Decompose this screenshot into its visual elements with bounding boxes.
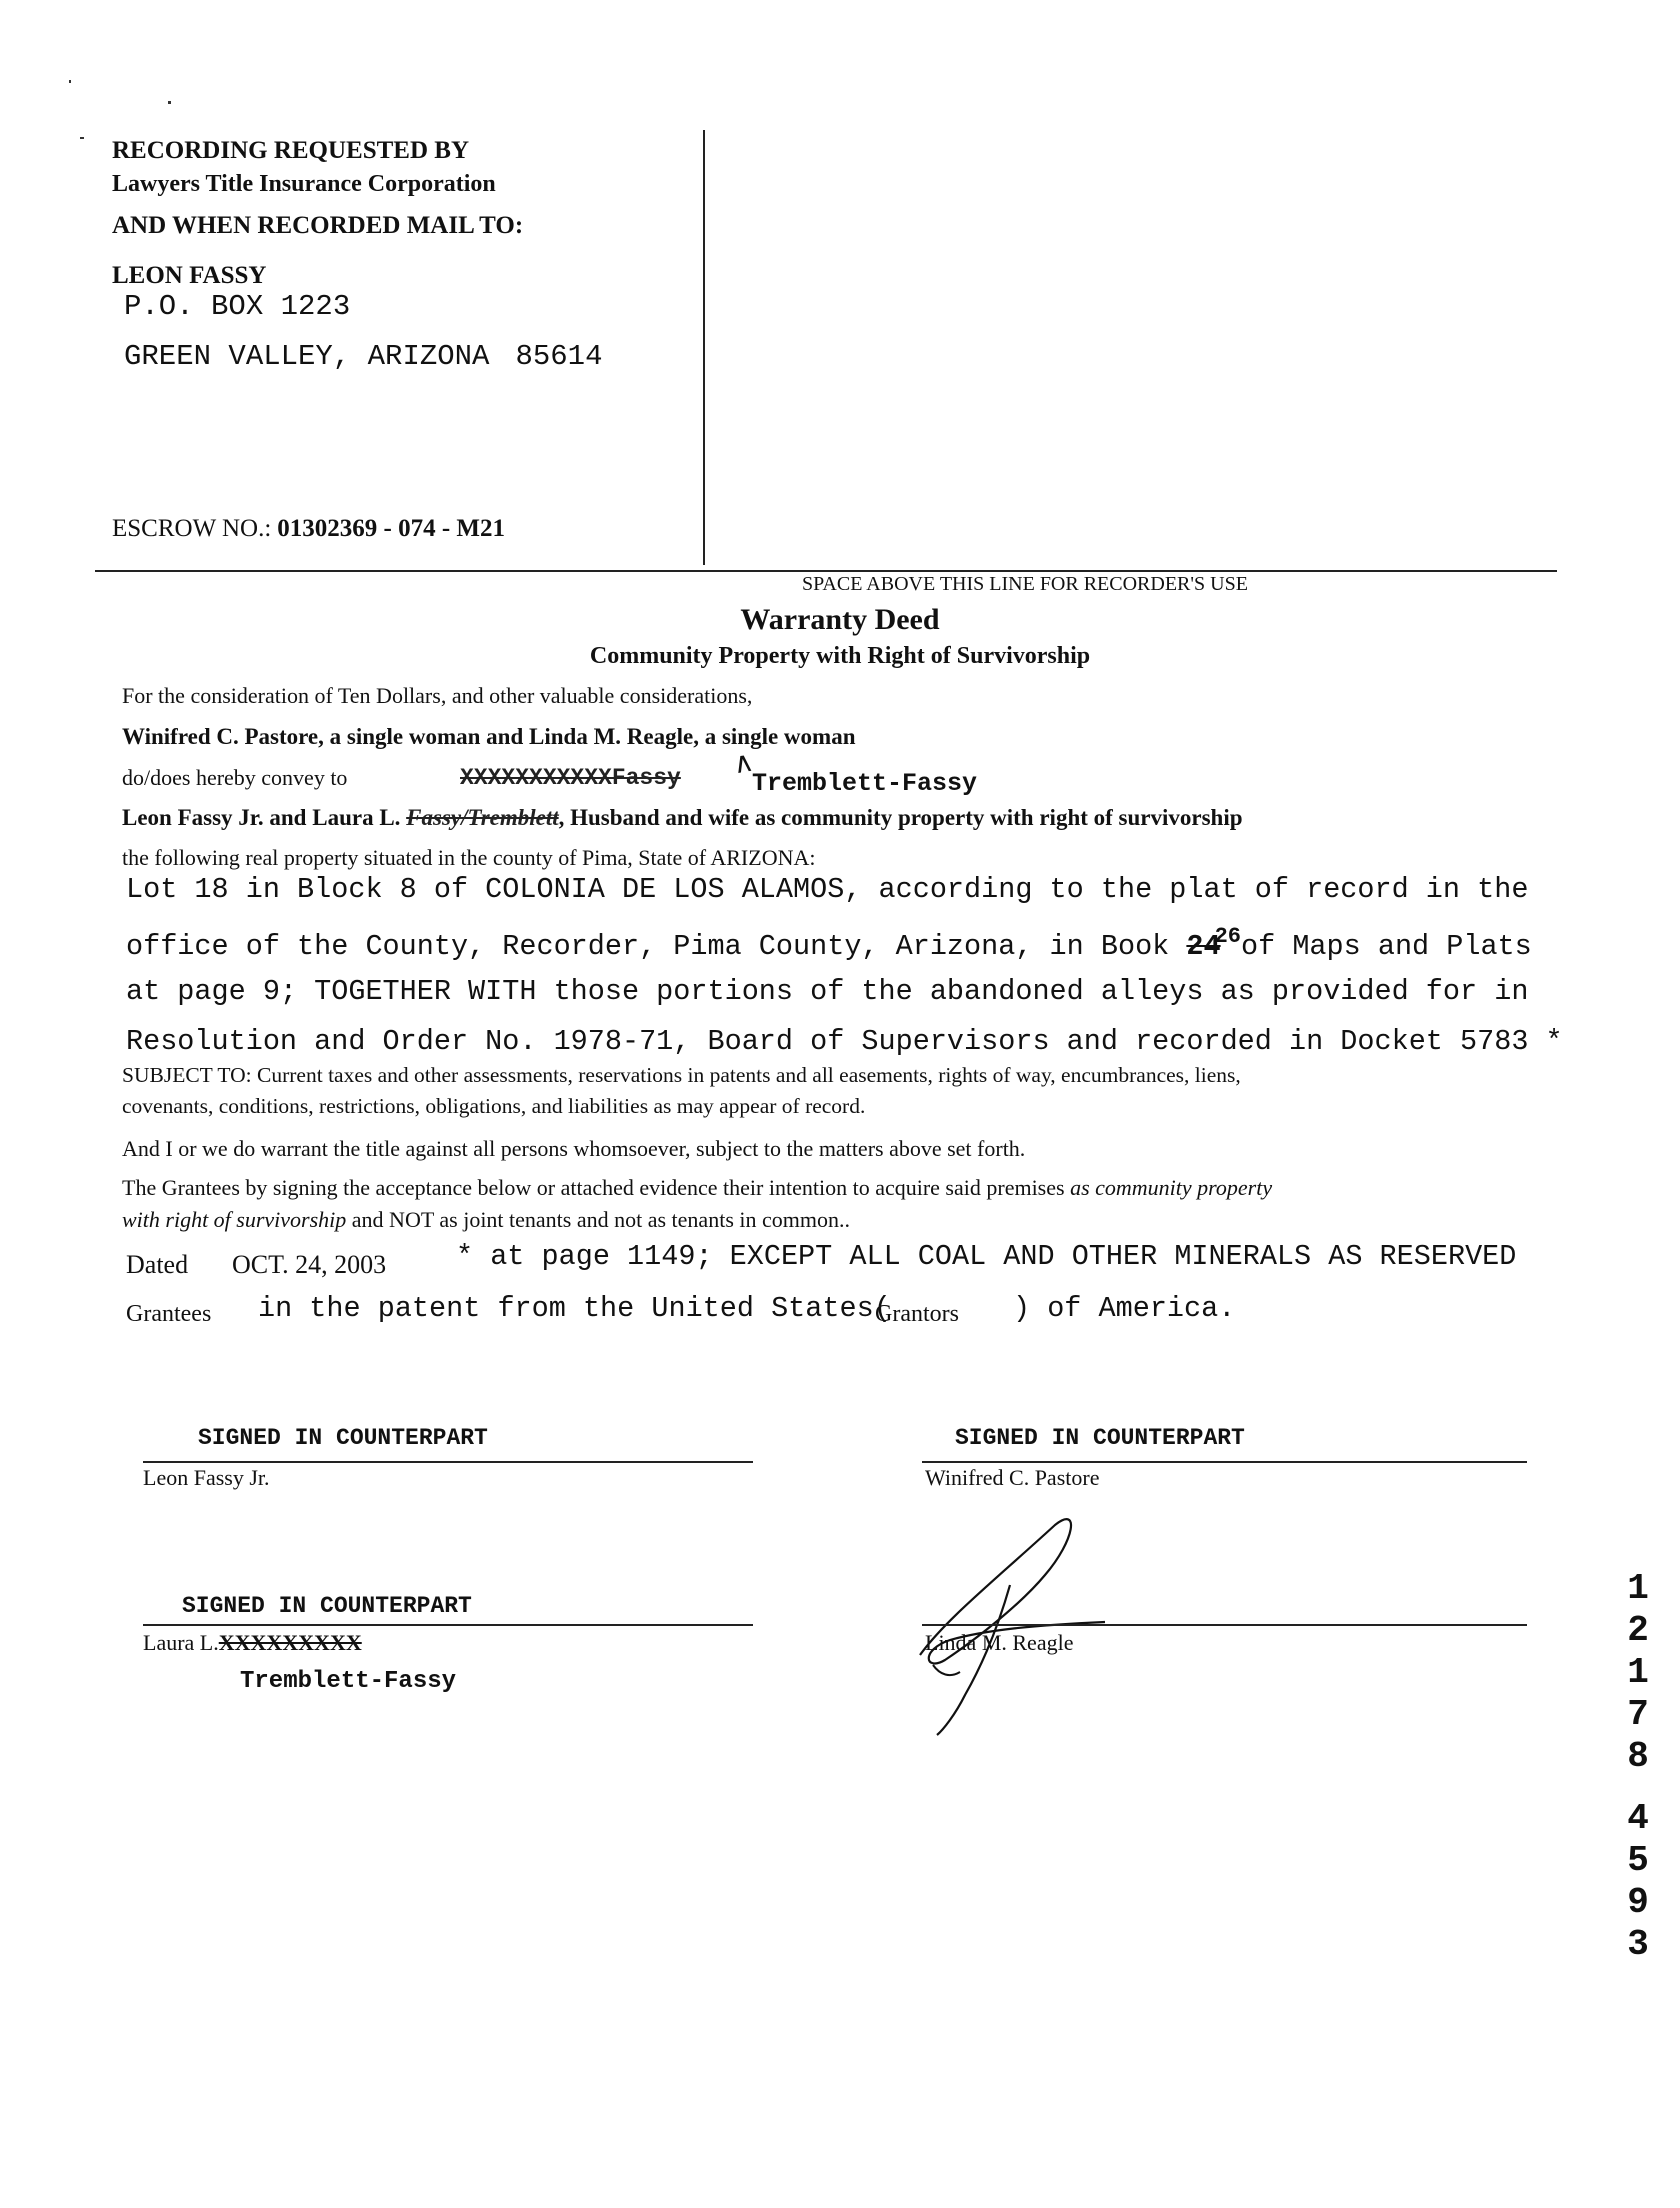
dated-value: OCT. 24, 2003 (232, 1250, 387, 1279)
signed-in-counterpart-label: SIGNED IN COUNTERPART (955, 1425, 1245, 1451)
handwritten-signature (905, 1500, 1135, 1745)
legal-description-line: Resolution and Order No. 1978-71, Board of Supervisors and recorded in Docket 5783 * (126, 1025, 1563, 1058)
signature-line (922, 1624, 1527, 1626)
grantors-text: Winifred C. Pastore, a single woman and Linda M. Reagle, a single woman (122, 724, 856, 749)
docket-digit: 7 (1627, 1694, 1649, 1735)
grantees-vesting: , Husband and wife as community property with right of survivorship (558, 805, 1243, 830)
docket-digit: 2 (1627, 1610, 1649, 1651)
struck-signer-surname: XXXXXXXXX (218, 1630, 362, 1655)
recorder-line (95, 570, 1557, 572)
legal-text: of Maps and Plats (1241, 930, 1532, 963)
county-text: the following real property situated in the county of Pima, State of ARIZONA: (122, 845, 816, 870)
when-recorded-label: AND WHEN RECORDED MAIL TO: (112, 212, 524, 239)
signer-name-first: Laura L. (143, 1630, 219, 1655)
grantees-text (122, 805, 1243, 831)
escrow-label: ESCROW NO.: (112, 515, 272, 542)
recording-requested-by: RECORDING REQUESTED BY (112, 137, 470, 164)
mail-to-city-name: GREEN VALLEY, ARIZONA (124, 340, 490, 373)
acceptance-emphasis: as community property (1070, 1175, 1273, 1200)
deed-subtitle: Community Property with Right of Survivorship (589, 643, 1091, 669)
docket-digit: 1 (1627, 1568, 1649, 1609)
scan-speck (168, 101, 171, 104)
convey-text: do/does hereby convey to (122, 765, 348, 790)
struck-book-number: 24 (1186, 930, 1221, 963)
signed-in-counterpart-label: SIGNED IN COUNTERPART (182, 1593, 472, 1619)
docket-digit: 4 (1627, 1798, 1649, 1839)
inserted-signer-surname: Tremblett-Fassy (240, 1668, 457, 1695)
legal-description-line (126, 924, 1532, 963)
legal-description-line: * at page 1149; EXCEPT ALL COAL AND OTHER MINERALS AS RESERVED (456, 1240, 1517, 1273)
warrant-text: And I or we do warrant the title against all persons whomsoever, subject to the matters above set forth. (122, 1136, 1026, 1161)
docket-digit: 3 (1627, 1924, 1649, 1965)
grantees-names: Leon Fassy Jr. and Laura L. (122, 805, 401, 830)
signer-name: Winifred C. Pastore (925, 1465, 1100, 1490)
mail-to-city (124, 340, 602, 373)
legal-description-line: at page 9; TOGETHER WITH those portions of the abandoned alleys as provided for in (126, 975, 1529, 1008)
signed-in-counterpart-label: SIGNED IN COUNTERPART (198, 1425, 488, 1451)
escrow-number (112, 515, 505, 543)
consideration-text: For the consideration of Ten Dollars, and other valuable considerations, (122, 683, 753, 708)
title-company: Lawyers Title Insurance Corporation (112, 171, 496, 197)
acceptance-text (122, 1207, 850, 1233)
acceptance-emphasis: with right of survivorship (122, 1207, 347, 1232)
legal-description-line: ) of America. (1013, 1292, 1236, 1325)
mail-to-box: P.O. BOX 1223 (124, 290, 351, 323)
legal-text: office of the County, Recorder, Pima County, Arizona, in Book (126, 930, 1170, 963)
signature-line (143, 1461, 753, 1463)
docket-digit: 8 (1627, 1736, 1649, 1777)
subject-to-text: SUBJECT TO: Current taxes and other assessments, reservations in patents and all easements, rights of way, encumbrances, liens, (122, 1063, 1241, 1087)
inserted-name-1: Tremblett-Fassy (752, 769, 978, 798)
mail-to-name: LEON FASSY (112, 262, 267, 289)
struck-name-2: Fassy/Tremblett (406, 805, 559, 830)
legal-description-line: Lot 18 in Block 8 of COLONIA DE LOS ALAMOS, according to the plat of record in the (126, 873, 1529, 906)
subject-to-text: covenants, conditions, restrictions, obligations, and liabilities as may appear of record. (122, 1094, 866, 1118)
acceptance-text-part: and NOT as joint tenants and not as tenants in common.. (351, 1207, 850, 1232)
struck-name-1: XXXXXXXXXXXFassy (460, 765, 681, 791)
grantees-label: Grantees (126, 1301, 212, 1327)
legal-description-line: in the patent from the United States( (258, 1292, 891, 1325)
book-number: 26 (1214, 924, 1242, 949)
signature-line (143, 1624, 753, 1626)
recorder-docket-number (1617, 1568, 1659, 1966)
mail-to-zip: 85614 (515, 340, 603, 373)
escrow-value: 01302369 - 074 - M21 (277, 515, 506, 542)
insertion-caret-icon: ∧ (730, 746, 757, 781)
acceptance-text-part: The Grantees by signing the acceptance below or attached evidence their intention to acquire said premises (122, 1175, 1065, 1200)
grantors-label: Grantors (875, 1301, 959, 1327)
signer-name (143, 1630, 362, 1656)
docket-digit: 9 (1627, 1882, 1649, 1923)
docket-digit: 5 (1627, 1840, 1649, 1881)
recorder-use-label: SPACE ABOVE THIS LINE FOR RECORDER'S USE (802, 573, 1248, 595)
deed-title: Warranty Deed (740, 603, 940, 636)
scan-speck (69, 80, 71, 83)
signer-name: Linda M. Reagle (925, 1630, 1074, 1655)
signature-line (922, 1461, 1527, 1463)
acceptance-text (122, 1175, 1272, 1201)
header-divider-vertical (703, 130, 705, 565)
scan-speck (80, 137, 84, 139)
docket-digit: 1 (1627, 1652, 1649, 1693)
dated-label: Dated (126, 1250, 189, 1279)
signer-name: Leon Fassy Jr. (143, 1465, 270, 1490)
